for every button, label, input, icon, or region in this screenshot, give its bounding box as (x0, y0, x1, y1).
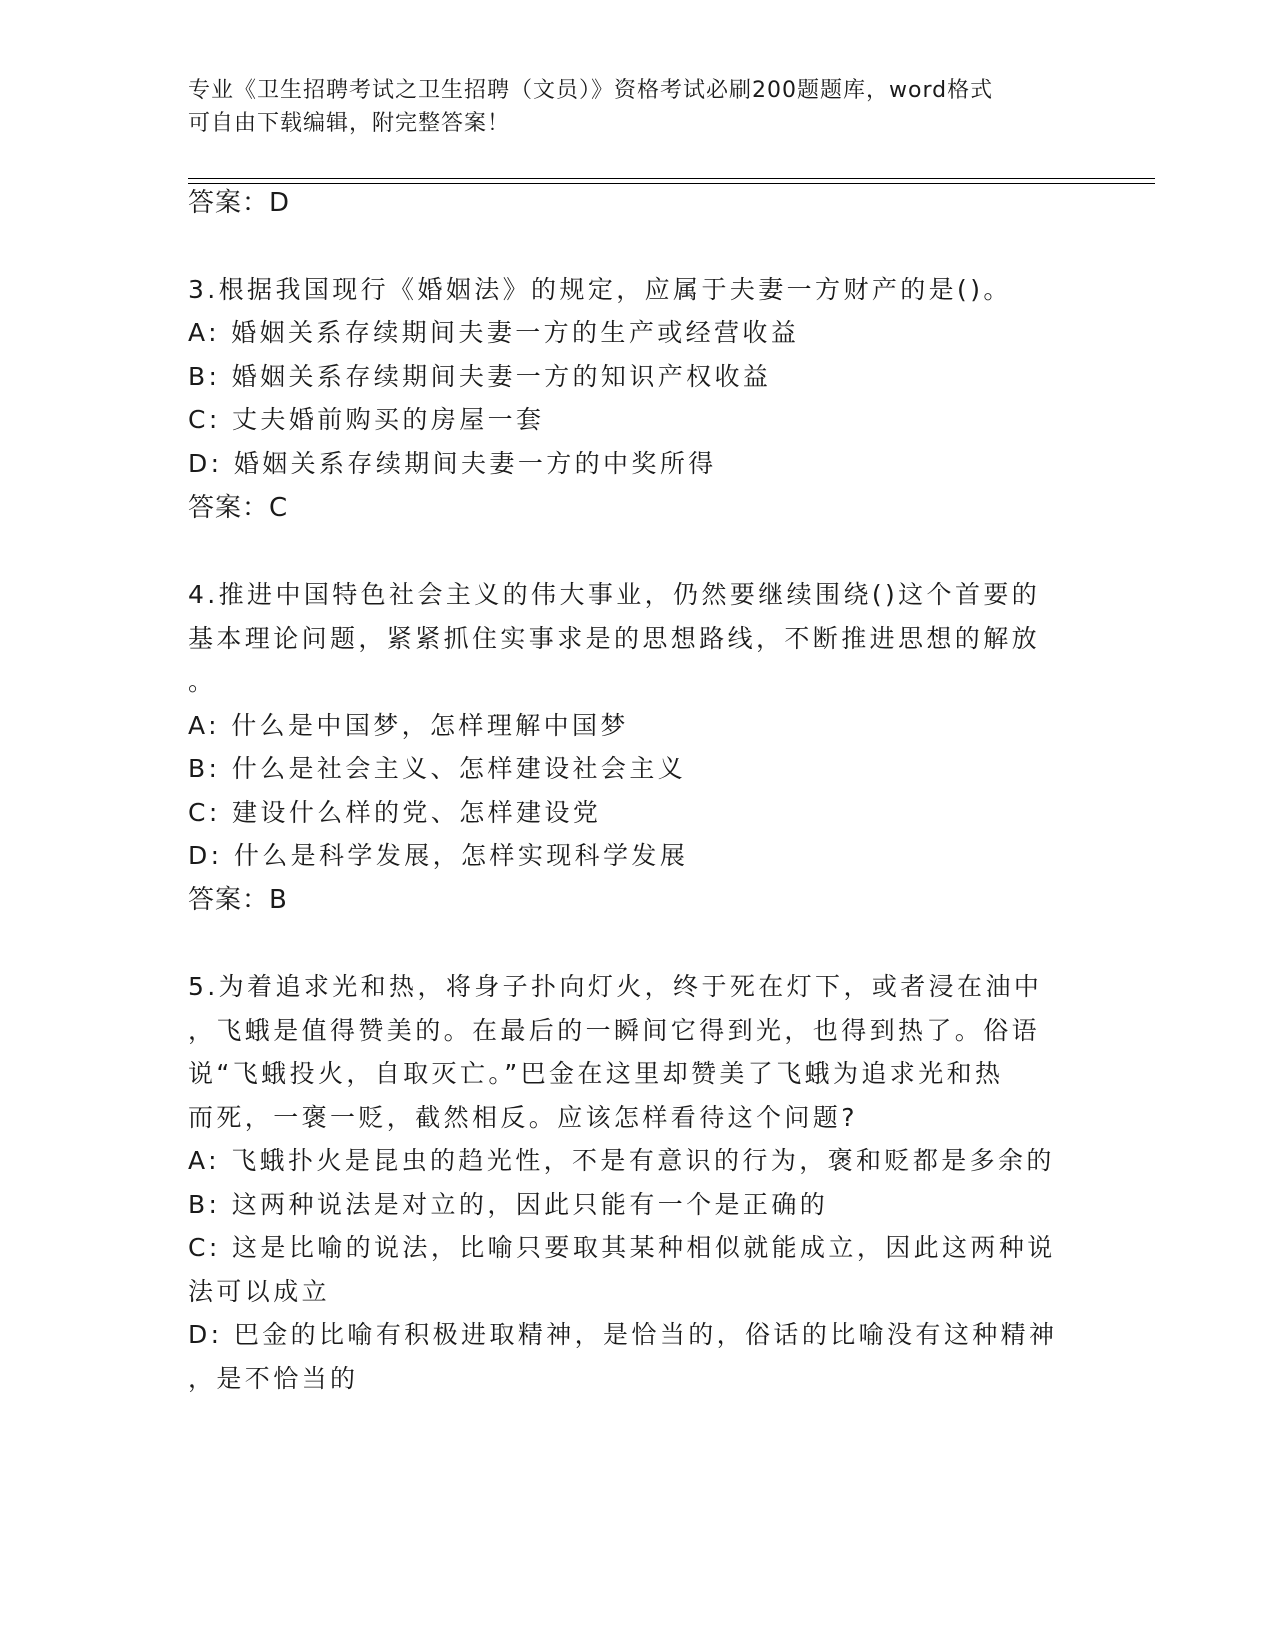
q4-answer: 答案：B (188, 885, 288, 915)
q3-option-b: B: 婚姻关系存续期间夫妻一方的知识产权收益 (188, 362, 772, 391)
q5-stem-line-4: 而死，一褒一贬，截然相反。应该怎样看待这个问题? (188, 1103, 858, 1132)
q5-option-d-line-2: ，是不恰当的 (188, 1364, 359, 1393)
q3-stem: 3.根据我国现行《婚姻法》的规定，应属于夫妻一方财产的是()。 (188, 275, 1012, 304)
q5-option-c-line-1: C: 这是比喻的说法，比喻只要取其某种相似就能成立，因此这两种说 (188, 1233, 1056, 1262)
page-header (188, 74, 1068, 140)
header-line-1: 专业《卫生招聘考试之卫生招聘（文员）》资格考试必刷200题题库，word格式 (188, 78, 994, 103)
q5-option-b: B: 这两种说法是对立的，因此只能有一个是正确的 (188, 1190, 829, 1219)
q3-option-d: D: 婚姻关系存续期间夫妻一方的中奖所得 (188, 449, 717, 478)
q3-answer: 答案：C (188, 493, 289, 523)
q4-option-a: A: 什么是中国梦，怎样理解中国梦 (188, 711, 629, 740)
q5-option-c-line-2: 法可以成立 (188, 1277, 331, 1306)
q5-option-a: A: 飞蛾扑火是昆虫的趋光性，不是有意识的行为，褒和贬都是多余的 (188, 1146, 1055, 1175)
q5-stem-line-3: 说“飞蛾投火，自取灭亡。”巴金在这里却赞美了飞蛾为追求光和热 (188, 1059, 1004, 1088)
header-rule-top (188, 178, 1155, 179)
q3-option-a: A: 婚姻关系存续期间夫妻一方的生产或经营收益 (188, 318, 800, 347)
q4-stem-line-2: 基本理论问题，紧紧抓住实事求是的思想路线，不断推进思想的解放 (188, 624, 1041, 653)
q4-option-b: B: 什么是社会主义、怎样建设社会主义 (188, 754, 687, 783)
q3-option-c: C: 丈夫婚前购买的房屋一套 (188, 405, 545, 434)
q4-option-d: D: 什么是科学发展，怎样实现科学发展 (188, 841, 689, 870)
q5-option-d-line-1: D: 巴金的比喻有积极进取精神，是恰当的，俗话的比喻没有这种精神 (188, 1320, 1058, 1349)
q5-stem-line-1: 5.为着追求光和热，将身子扑向灯火，终于死在灯下，或者浸在油中 (188, 972, 1043, 1001)
q4-stem-line-3: 。 (188, 667, 217, 696)
q4-stem-line-1: 4.推进中国特色社会主义的伟大事业，仍然要继续围绕()这个首要的 (188, 580, 1041, 609)
header-line-2: 可自由下载编辑，附完整答案！ (188, 111, 511, 136)
answer-previous: 答案：D (188, 188, 291, 218)
header-rule-bottom (188, 183, 1155, 184)
q4-option-c: C: 建设什么样的党、怎样建设党 (188, 798, 602, 827)
q5-stem-line-2: ，飞蛾是值得赞美的。在最后的一瞬间它得到光，也得到热了。俗语 (188, 1016, 1041, 1045)
